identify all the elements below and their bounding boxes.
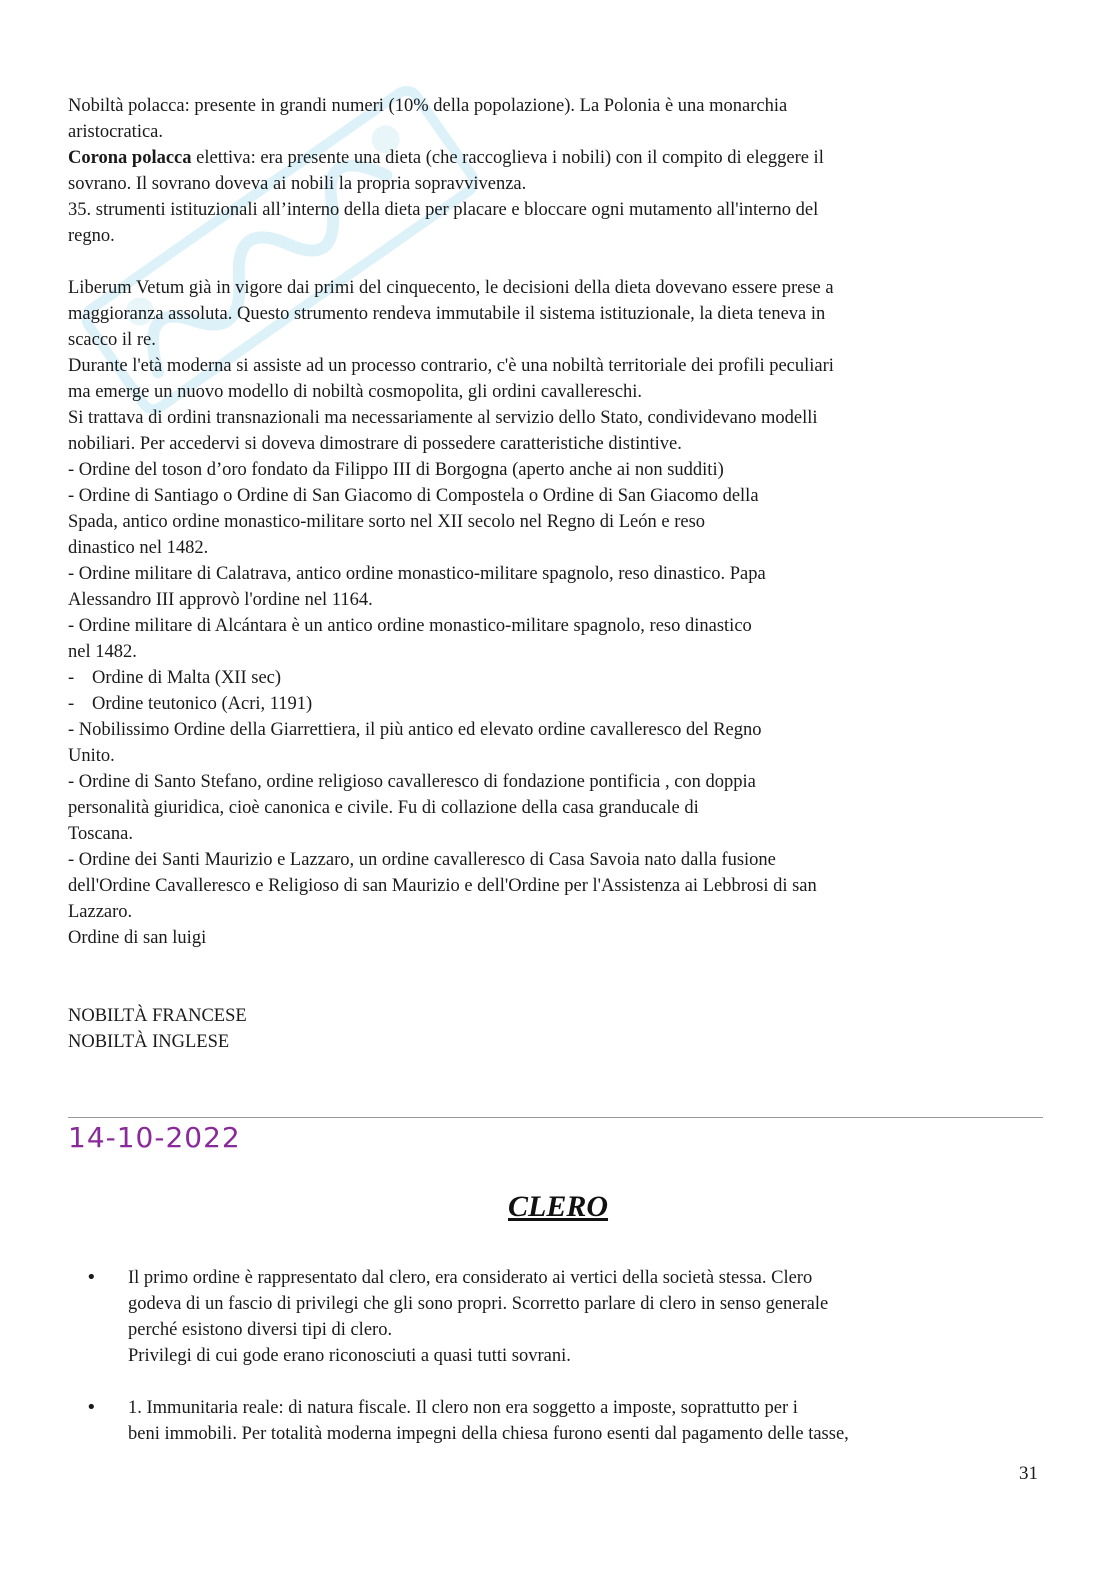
bullet-icon: • [86,1267,97,1288]
heading-french-nobility: NOBILTÀ FRANCESE [68,1006,247,1026]
list-item-order: - Ordine teutonico (Acri, 1191) [68,694,313,714]
body-text [68,93,1048,1055]
bullet-list [86,1265,1016,1473]
paragraph-transnational-orders: Si trattava di ordini transnazionali ma necessariamente al servizio dello Stato, condividevano modelli nobiliari. Per accedervi si doveva dimostrare di possedere caratteristiche distintive. [68,408,818,454]
list-item-order: - Ordine militare di Alcántara è un antico ordine monastico-militare spagnolo, reso dinastico nel 1482. [68,616,752,662]
heading-english-nobility: NOBILTÀ INGLESE [68,1032,230,1052]
page-number: 31 [1019,1463,1038,1484]
bullet-icon: • [86,1397,97,1418]
bold-term: Corona polacca [68,148,192,168]
list-item-order: - Nobilissimo Ordine della Giarrettiera, il più antico ed elevato ordine cavalleresco del Regno Unito. [68,720,762,766]
list-item-order: - Ordine di Santo Stefano, ordine religioso cavalleresco di fondazione pontificia , con doppia personalità giuridica, cioè canonica e civile. Fu di collazione della casa granducale di Toscana. [68,772,756,844]
list-item-order: - Ordine militare di Calatrava, antico ordine monastico-militare spagnolo, reso dinastico. Papa Alessandro III approvò l'ordine nel 1164. [68,564,766,610]
list-item: • 1. Immunitaria reale: di natura fiscale. Il clero non era soggetto a imposte, soprattutto per i beni immobili. Per totalità moderna impegni della chiesa furono esenti dal pagamento delle tasse, [86,1395,1016,1447]
paragraph-polish-crown: Corona polacca elettiva: era presente una dieta (che raccoglieva i nobili) con il compito di eleggere il sovrano. Il sovrano doveva ai nobili la propria sopravvivenza. [68,148,824,194]
list-item-order: Ordine di san luigi [68,928,207,948]
list-item: • Il primo ordine è rappresentato dal clero, era considerato ai vertici della società stessa. Clero godeva di un fascio di privilegi che gli sono propri. Scorretto parlare di clero in senso generale perché esistono diversi tipi di clero. Privilegi di cui gode erano riconosciuti a quasi tutti sovrani. [86,1265,1016,1369]
paragraph-liberum-vetum: Liberum Vetum già in vigore dai primi del cinquecento, le decisioni della dieta dovevano essere prese a maggioranza assoluta. Questo strumento rendeva immutabile il sistema istituzionale, la dieta teneva in scacco il re. [68,278,834,350]
list-item-order: - Ordine del toson d’oro fondato da Filippo III di Borgogna (aperto anche ai non sudditi) [68,460,724,480]
horizontal-rule [68,1117,1043,1118]
date-heading: 14-10-2022 [68,1121,241,1154]
list-item-order: - Ordine di Malta (XII sec) [68,668,282,688]
paragraph-polish-nobility: Nobiltà polacca: presente in grandi numeri (10% della popolazione). La Polonia è una monarchia aristocratica. [68,96,788,142]
list-item-order: - Ordine dei Santi Maurizio e Lazzaro, un ordine cavalleresco di Casa Savoia nato dalla fusione dell'Ordine Cavalleresco e Religioso di san Maurizio e dell'Ordine per l'Assistenza ai Lebbrosi di san Lazzaro. [68,850,817,922]
paragraph-institutions: 35. strumenti istituzionali all’interno della dieta per placare e bloccare ogni mutamento all'interno del regno. [68,200,819,246]
list-item-order: - Ordine di Santiago o Ordine di San Giacomo di Compostela o Ordine di San Giacomo della Spada, antico ordine monastico-militare sorto nel XII secolo nel Regno di León e reso dinastico nel 1482. [68,486,759,558]
section-title: CLERO [507,1190,609,1223]
paragraph-modern-age: Durante l'età moderna si assiste ad un processo contrario, c'è una nobiltà territoriale dei profili peculiari ma emerge un nuovo modello di nobiltà cosmopolita, gli ordini cavallereschi. [68,356,834,402]
